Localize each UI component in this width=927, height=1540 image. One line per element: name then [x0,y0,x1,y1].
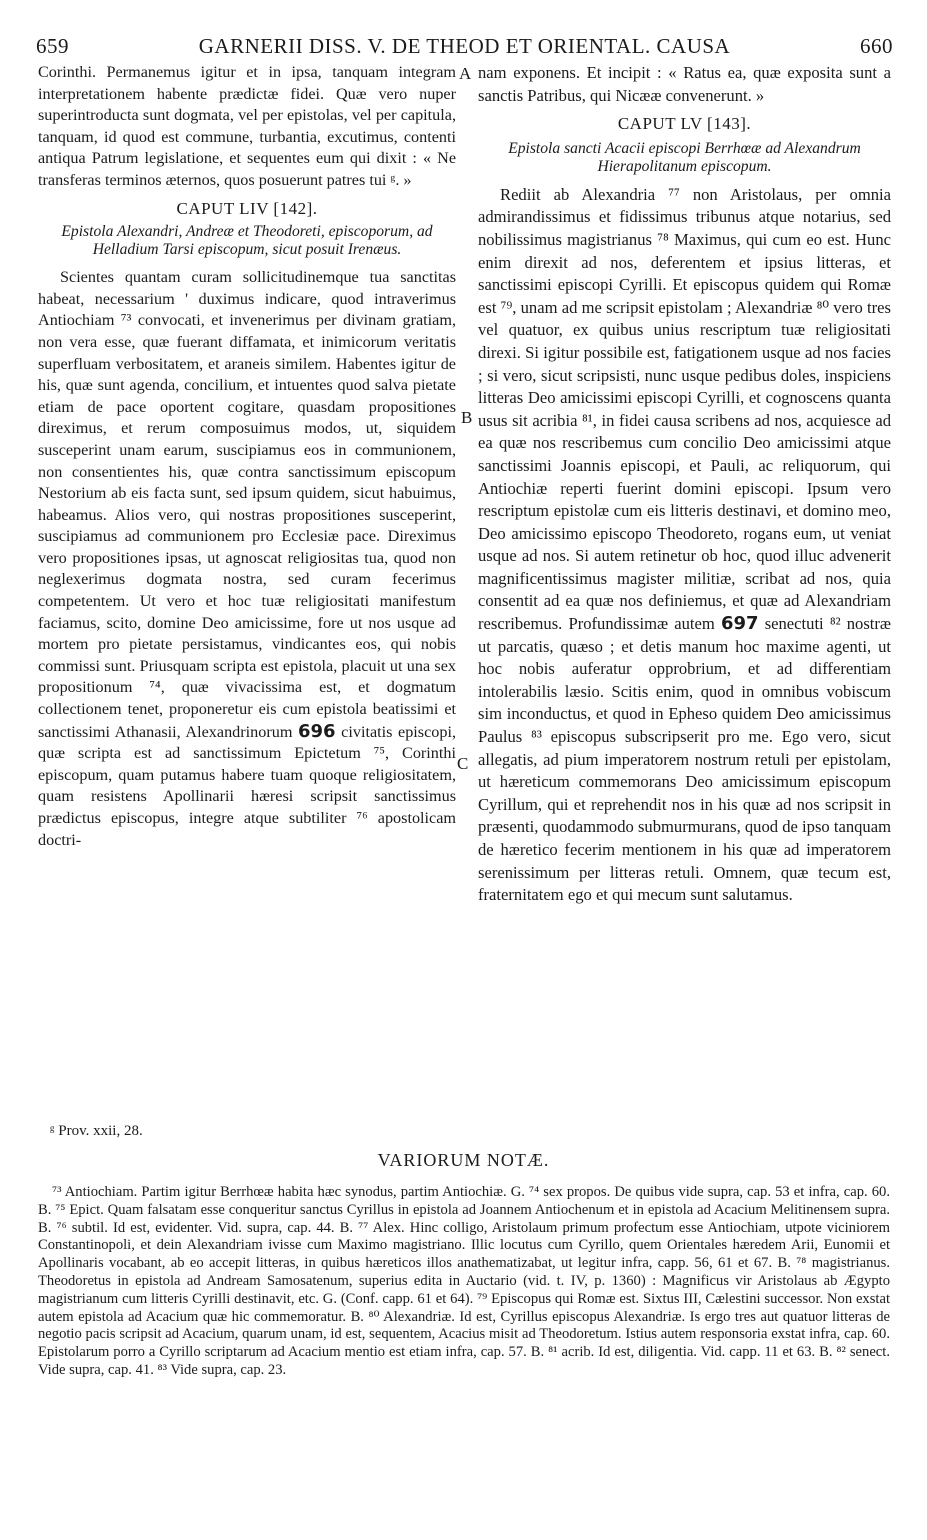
column-number-696: 696 [298,720,336,742]
left-paragraph-2a: Scientes quantam curam sollicitudinemque tua sanctitas habeat, necessarium ' duximus indicare, quod intraverimus Antiochiam ⁷³ convocati, et invenerimus per divinam gratiam, non vera esse, quæ fuerant diffamata, et inimicorum veritatis superfluam verbositatem, et araneis similem. Habentes igitur de his, quæ sunt agenda, concilium, et intuentes quod salva pietate etiam de pace oportent cogitare, quasdam propositiones direximus, et rerum composuimus modos, ut, siquidem susceperint unam earum, suscipiamus eos in communionem, non consentientes his, quæ contra sanctissimum episcopum Nestorium ab eis facta sunt, sed ipsum quidem, sicut habuimus, habeamus. Alios vero, qui nostras propositiones susceperint, suscipiamus ad communionem pro Ecclesiæ pace. Direximus vero propositiones ipsas, ut agnoscat religiositas tua, quod non neglexerimus dogmata nostra, sed curam fecerimus competentem. Ut vero et hoc tuæ religiositati manifestum faciamus, scito, domine Deo amicissime, fore ut nos usque ad mortem pro pietate persistamus, vindicantes eos, qui nobis commissi sunt. Priusquam scripta est epistola, placuit ut una sex propositionum ⁷⁴, quæ vivacissima est, et dogmatum collectionem tenet, proponeretur eis cum epistola beatissimi et sanctissimi Athanasii, Alexandrinorum [38,268,456,741]
notes-heading: VARIORUM NOTÆ. [377,1150,550,1170]
left-column [38,62,456,851]
margin-letter-a: A [459,64,472,83]
caput-lv-caption: Epistola sancti Acacii episcopi Berrhœæ ad Alexandrum Hierapolitanum episcopum. [508,139,861,175]
right-paragraph-1: nam exponens. Et incipit : « Ratus ea, quæ exposita sunt a sanctis Patribus, qui Nicææ convenerunt. » [478,63,891,105]
running-header [36,34,893,62]
margin-letter-c: C [457,754,469,773]
right-paragraph-2b: senectuti ⁸² nostræ ut parcatis, quæso ; et detis manum hoc maxime agenti, ut hoc nobis auferatur opprobrium, et ad differentiam intolerabilis læsio. Scitis enim, quod in omnibus vobiscum sim inconductus, et quod in Epheso quidem Deo amicissimus Paulus ⁸³ episcopus subscripserit pro me. Ego vero, sicut allegatis, ad pium imperatorem nostrum retuli per epistolam, ut hæreticum commemorans Deo amicissimum episcopum Cyrillum, qui et reprehendit nos in his quæ ad nos scripsit in præsenti, quodammodo submurmurans, quod de ipso tanquam de hæretico fecerim mentionem in his quæ ad imperatorem serenissimum per litteras retuli. Omnem, quæ tecum est, fraternitatem ego et qui mecum sunt salutamus. [478,614,891,905]
page-number-right: 660 [860,34,893,58]
caput-lv-heading: CAPUT LV [143]. [617,114,752,134]
footnote: ᵍ Prov. xxii, 28. [50,1123,143,1139]
column-number-697: 697 [720,613,759,635]
left-paragraph-2 [38,267,456,851]
caput-liv-caption: Epistola Alexandri, Andreæ et Theodoreti, episcoporum, ad Helladium Tarsi episcopum, sicut posuit Irenæus. [61,223,433,259]
notes-text: ⁷³ Antiochiam. Partim igitur Berrhœæ habita hæc synodus, partim Antiochiæ. G. ⁷⁴ sex propos. De quibus vide supra, cap. 53 et infra, cap. 60. B. ⁷⁵ Epict. Quam falsatam esse conqueritur sanctus Cyrillus in epistola ad Joannem Antiochenum et in epistola ad Acacium Melitinensem supra. B. ⁷⁶ subtil. Id est, evidenter. Vid. supra, cap. 44. B. ⁷⁷ Alex. Hinc colligo, Aristolaum primum profectum esse Antiochiam, utpote viciniorem Constantinopoli, et dein Alexandriam ivisse cum Maximo magistriano. Illic locutus cum Cyrillo, quem Orientales hæredem Arii, Eunomii et Apollinaris vocabant, ab eo accepit litteras, in quibus hæreticos illos anathematizabat, ut legitur infra, capp. 56, 61 et 67. B. ⁷⁸ magistrianus. Theodoretus in epistola ad Andream Samosatenum, superius edita in Auctario (vid. t. IV, p. 1360) : Magnificus vir Aristolaus ab Ægypto magistrianum cum litteris Cyrilli destinavit, etc. G. (Conf. capp. 61 et 64). ⁷⁹ Episcopus qui Romæ est. Sixtus III, Cælestini successor. Non exstat autem epistola ad Acacium quæ hic commemoratur. B. ⁸⁰ Alexandriæ. Id est, Cyrillus episcopus Alexandriæ. Is ergo tres aut quatuor litteras de negotio pacis scripsit ad Acacium, quarum unam, id est, sequentem, Acacius misit ad Theodoretum. Istius autem responsoria exstat infra, cap. 60. Epistolarum porro a Cyrillo scriptarum ad Acacium mentio est etiam infra, cap. 57. B. ⁸¹ acrib. Id est, diligentia. Vid. capp. 11 et 63. B. ⁸² senect. Vide supra, cap. 41. ⁸³ Vide supra, cap. 23. [38,1184,890,1378]
right-paragraph-2 [478,184,891,907]
page-number-left: 659 [36,34,69,58]
right-paragraph-2a: Rediit ab Alexandria ⁷⁷ non Aristolaus, per omnia admirandissimus et fidissimus tribunus atque notarius, sed nobilissimus magistrianus ⁷⁸ Maximus, qui cum eo est. Hunc enim direxit ad nos, deferentem et ipsius litteras, et sanctissimi episcopi Cyrilli. Et episcopus quidem qui Romæ est ⁷⁹, unam ad me scripsit epistolam ; Alexandriæ ⁸⁰ vero tres vel quatuor, ex quibus unius rescriptum tuæ religiositati direxi. Si igitur possibile est, fatigationem usque ad nos facies ; si vero, sicut scripsisti, nunc usque pedibus doles, inspiciens litteras Deo amicissimi episcopi Cyrilli, et cognoscens quanta usus sit acribia ⁸¹, in fidei causa scribens ad nos, acquiesce ad ea quæ nos rescribemus cum concilio Deo amicissimi atque sanctissimi Joannis episcopi, et Pauli, ac reliquorum, qui Antiochiæ reperti fuerint domini episcopi. Ipsum vero rescriptum epistolæ cum eis litteris destinavi, et domino meo, Deo amicissimo episcopo Theodoreto, rogans eum, ut veniat usque ad nos. Si autem retinetur ob hoc, quod illuc advenerit magnificentissimus magister militiæ, scribat ad nos, quia consentit ad ea quæ nos definiemus, et quæ ad Alexandriam rescribemus. Profundissimæ autem [478,184,891,634]
caput-liv-heading: CAPUT LIV [142]. [176,198,318,218]
left-paragraph-2b: civitatis episcopi, quæ scripta est ad sanctissimum Epictetum ⁷⁵, Corinthi episcopum, quam putamus habere tuam quoque religiositatem, quam resistens Apollinarii hæresi scripsit sanctissimus prædictus episcopus, integre atque subtiliter ⁷⁶ apostolicam doctri- [38,722,457,849]
right-column [478,62,891,907]
running-title: GARNERII DISS. V. DE THEOD ET ORIENTAL. CAUSA [198,34,731,58]
left-paragraph-1: Corinthi. Permanemus igitur et in ipsa, tanquam integram interpretationem habente prædictæ fidei. Quæ vero nuper superintroducta sunt dogmata, vel per epistolas, vel per capitula, tanquam, id quod est commune, turbantia, excutimus, contenti antiqua Patrum legislatione, et sequentes eum qui dixit : « Ne transferas terminos æternos, quos posuerunt patres tui ᵍ. » [38,63,456,189]
margin-letter-b: B [461,408,473,427]
variorum-notes [38,1184,890,1380]
